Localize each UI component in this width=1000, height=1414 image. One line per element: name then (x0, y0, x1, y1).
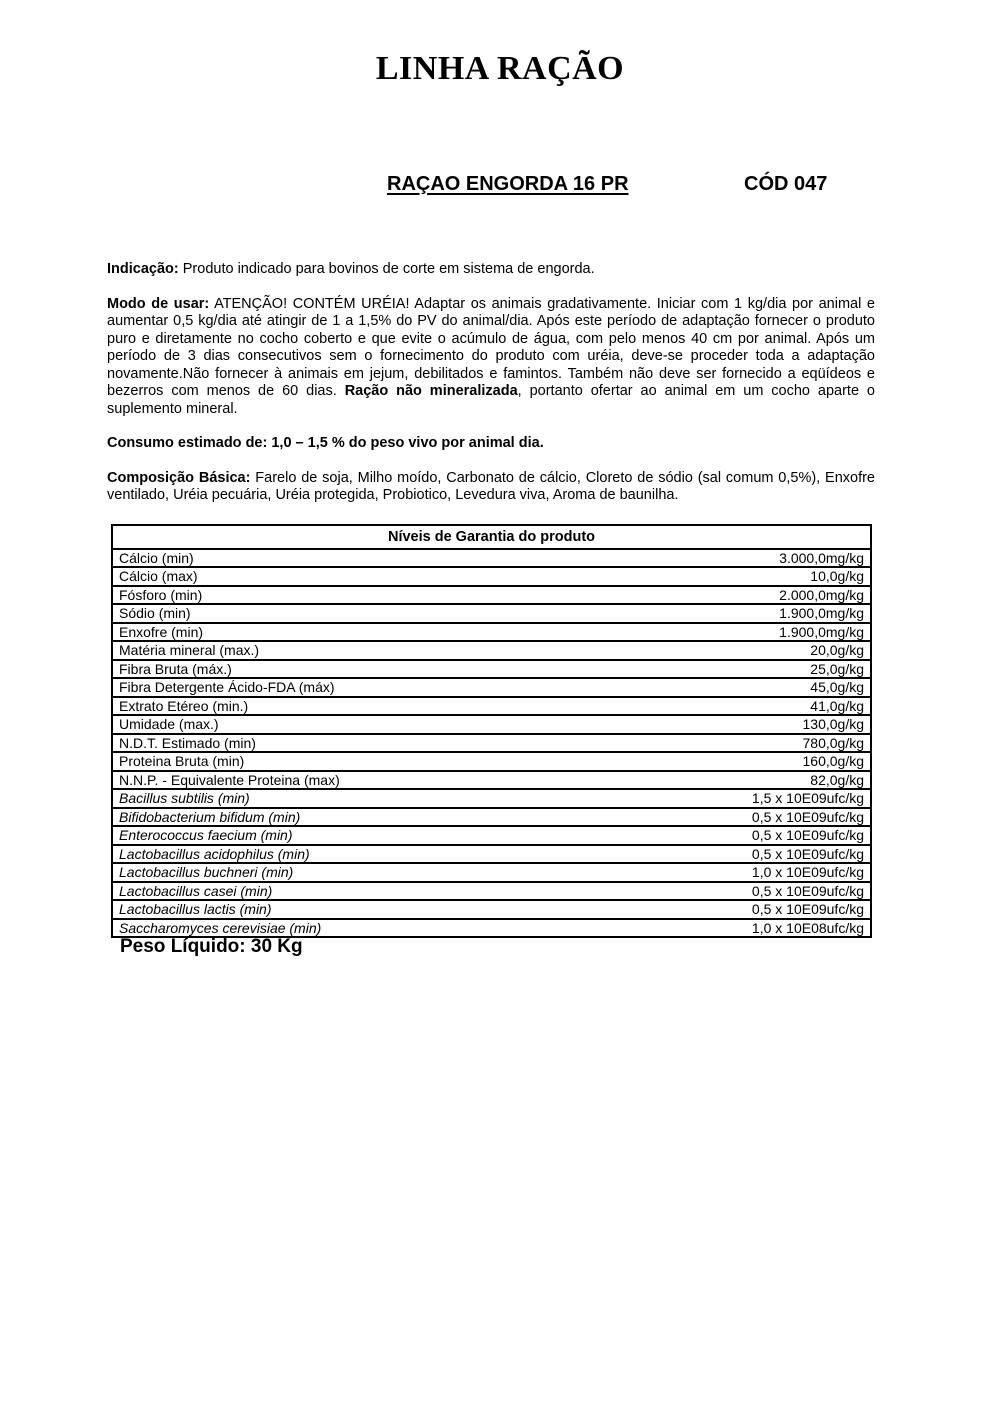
guarantee-table-body (112, 549, 871, 938)
product-name: RAÇAO ENGORDA 16 PR (387, 173, 629, 195)
nutrient-value: 2.000,0mg/kg (492, 586, 872, 605)
product-header (0, 173, 1000, 201)
net-weight: Peso Líquido: 30 Kg (120, 936, 303, 957)
nutrient-value: 160,0g/kg (492, 752, 872, 771)
nutrient-label: Saccharomyces cerevisiae (min) (112, 919, 492, 938)
indication-paragraph (107, 261, 875, 279)
consumption-paragraph: Consumo estimado de: 1,0 – 1,5 % do peso vivo por animal dia. (107, 435, 544, 451)
indication-label: Indicação: (107, 261, 179, 277)
table-row (112, 900, 871, 919)
table-row (112, 845, 871, 864)
table-row (112, 604, 871, 623)
table-row (112, 882, 871, 901)
nutrient-label: Fibra Bruta (máx.) (112, 660, 492, 679)
table-row (112, 586, 871, 605)
nutrient-label: Lactobacillus acidophilus (min) (112, 845, 492, 864)
table-title: Níveis de Garantia do produto (112, 525, 871, 549)
table-row (112, 549, 871, 568)
nutrient-label: Extrato Etéreo (min.) (112, 697, 492, 716)
nutrient-label: Fibra Detergente Ácido-FDA (máx) (112, 678, 492, 697)
nutrient-value: 0,5 x 10E09ufc/kg (492, 808, 872, 827)
nutrient-label: Cálcio (max) (112, 567, 492, 586)
table-row (112, 789, 871, 808)
nutrient-label: Lactobacillus buchneri (min) (112, 863, 492, 882)
usage-label: Modo de usar: (107, 295, 210, 312)
table-row (112, 826, 871, 845)
nutrient-value: 1.900,0mg/kg (492, 604, 872, 623)
nutrient-label: Proteina Bruta (min) (112, 752, 492, 771)
product-code: CÓD 047 (744, 173, 828, 195)
nutrient-value: 1,0 x 10E08ufc/kg (492, 919, 872, 938)
table-header-row (112, 525, 871, 549)
nutrient-value: 0,5 x 10E09ufc/kg (492, 900, 872, 919)
table-row (112, 660, 871, 679)
table-row (112, 567, 871, 586)
nutrient-value: 0,5 x 10E09ufc/kg (492, 845, 872, 864)
usage-text-part2: , portanto ofertar ao animal em um cocho aparte o suplemento mineral. (107, 383, 875, 417)
table-row (112, 623, 871, 642)
nutrient-value: 130,0g/kg (492, 715, 872, 734)
usage-paragraph (107, 296, 875, 419)
nutrient-value: 25,0g/kg (492, 660, 872, 679)
nutrient-value: 45,0g/kg (492, 678, 872, 697)
nutrient-value: 1,5 x 10E09ufc/kg (492, 789, 872, 808)
table-row (112, 771, 871, 790)
nutrient-value: 3.000,0mg/kg (492, 549, 872, 568)
usage-text-part1: ATENÇÃO! CONTÉM URÉIA! Adaptar os animais gradativamente. Iniciar com 1 kg/dia por animal e aumentar 0,5 kg/dia até atingir de 1 a 1,5% do PV do animal/dia. Após este período de adaptação fornecer o produto puro e diretamente no cocho coberto e que evite o acúmulo de água, com pelo menos 40 cm por animal. Após um período de 3 dias consecutivos sem o fornecimento do produto com uréia, deve-se proceder toda a adaptação novamente.Não fornecer à animais em jejum, debilitados e famintos. Também não deve ser fornecido a eqüídeos e bezerros com menos de 60 dias. (107, 295, 875, 399)
nutrient-value: 82,0g/kg (492, 771, 872, 790)
nutrient-label: Umidade (max.) (112, 715, 492, 734)
nutrient-value: 41,0g/kg (492, 697, 872, 716)
nutrient-label: Enterococcus faecium (min) (112, 826, 492, 845)
table-row (112, 734, 871, 753)
nutrient-value: 0,5 x 10E09ufc/kg (492, 826, 872, 845)
indication-text: Produto indicado para bovinos de corte em sistema de engorda. (182, 261, 595, 277)
nutrient-value: 10,0g/kg (492, 567, 872, 586)
nutrient-value: 780,0g/kg (492, 734, 872, 753)
nutrient-label: Fósforo (min) (112, 586, 492, 605)
guarantee-table-head (112, 525, 871, 549)
nutrient-label: Lactobacillus lactis (min) (112, 900, 492, 919)
nutrient-label: Cálcio (min) (112, 549, 492, 568)
page-title: LINHA RAÇÃO (375, 50, 625, 87)
nutrient-value: 1,0 x 10E09ufc/kg (492, 863, 872, 882)
nutrient-value: 20,0g/kg (492, 641, 872, 660)
nutrient-label: Bifidobacterium bifidum (min) (112, 808, 492, 827)
table-row (112, 678, 871, 697)
composition-text: Farelo de soja, Milho moído, Carbonato de cálcio, Cloreto de sódio (sal comum 0,5%), Enxofre ventilado, Uréia pecuária, Uréia protegida, Probiotico, Levedura viva, Aroma de baunilha. (107, 469, 875, 503)
table-row (112, 863, 871, 882)
table-row (112, 641, 871, 660)
usage-bold-inline: Ração não mineralizada (344, 383, 518, 399)
nutrient-label: Enxofre (min) (112, 623, 492, 642)
nutrient-label: Sódio (min) (112, 604, 492, 623)
table-row (112, 752, 871, 771)
guarantee-table (111, 524, 872, 939)
table-row (112, 808, 871, 827)
nutrient-label: N.D.T. Estimado (min) (112, 734, 492, 753)
table-row (112, 919, 871, 938)
table-row (112, 697, 871, 716)
nutrient-label: Lactobacillus casei (min) (112, 882, 492, 901)
nutrient-label: Bacillus subtilis (min) (112, 789, 492, 808)
composition-paragraph (107, 470, 875, 505)
composition-label: Composição Básica: (107, 469, 251, 486)
nutrient-value: 1.900,0mg/kg (492, 623, 872, 642)
table-row (112, 715, 871, 734)
nutrient-label: N.N.P. - Equivalente Proteina (max) (112, 771, 492, 790)
nutrient-label: Matéria mineral (max.) (112, 641, 492, 660)
document-body (107, 261, 875, 973)
nutrient-value: 0,5 x 10E09ufc/kg (492, 882, 872, 901)
